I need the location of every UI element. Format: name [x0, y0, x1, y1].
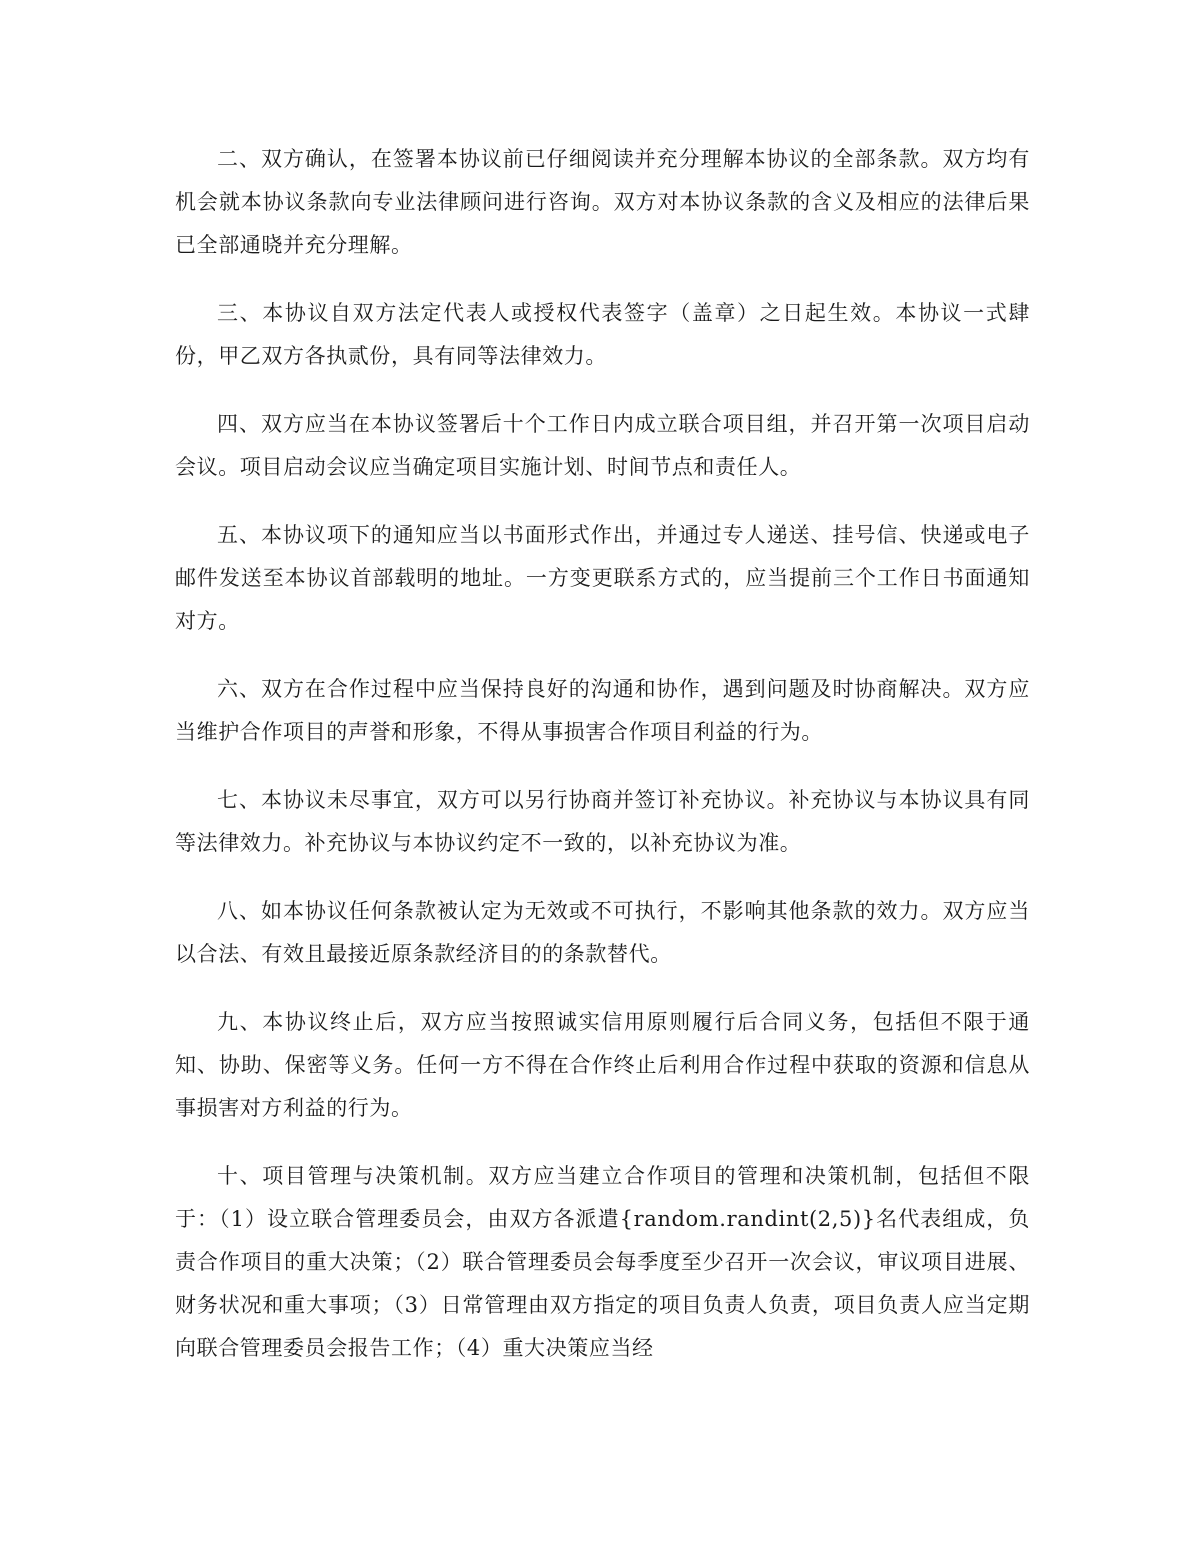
clause-4: 四、双方应当在本协议签署后十个工作日内成立联合项目组，并召开第一次项目启动会议。项目启动会议应当确定项目实施计划、时间节点和责任人。: [175, 412, 1030, 479]
clause-3: 三、本协议自双方法定代表人或授权代表签字（盖章）之日起生效。本协议一式肆份，甲乙双方各执贰份，具有同等法律效力。: [175, 301, 1030, 368]
clause-8: 八、如本协议任何条款被认定为无效或不可执行，不影响其他条款的效力。双方应当以合法、有效且最接近原条款经济目的的条款替代。: [175, 899, 1030, 966]
clause-7: 七、本协议未尽事宜，双方可以另行协商并签订补充协议。补充协议与本协议具有同等法律效力。补充协议与本协议约定不一致的，以补充协议为准。: [175, 788, 1030, 855]
document-body: [175, 138, 1030, 1370]
clause-6: 六、双方在合作过程中应当保持良好的沟通和协作，遇到问题及时协商解决。双方应当维护合作项目的声誉和形象，不得从事损害合作项目利益的行为。: [175, 677, 1030, 744]
clause-10: 十、项目管理与决策机制。双方应当建立合作项目的管理和决策机制，包括但不限于：（1）设立联合管理委员会，由双方各派遣{random.randint(2,5)}名代表组成，负责合作项目的重大决策；（2）联合管理委员会每季度至少召开一次会议，审议项目进展、财务状况和重大事项；（3）日常管理由双方指定的项目负责人负责，项目负责人应当定期向联合管理委员会报告工作；（4）重大决策应当经: [175, 1164, 1030, 1360]
clause-5: 五、本协议项下的通知应当以书面形式作出，并通过专人递送、挂号信、快递或电子邮件发送至本协议首部载明的地址。一方变更联系方式的，应当提前三个工作日书面通知对方。: [175, 523, 1030, 633]
clause-2: 二、双方确认，在签署本协议前已仔细阅读并充分理解本协议的全部条款。双方均有机会就本协议条款向专业法律顾问进行咨询。双方对本协议条款的含义及相应的法律后果已全部通晓并充分理解。: [175, 147, 1030, 257]
clause-9: 九、本协议终止后，双方应当按照诚实信用原则履行后合同义务，包括但不限于通知、协助、保密等义务。任何一方不得在合作终止后利用合作过程中获取的资源和信息从事损害对方利益的行为。: [175, 1010, 1030, 1120]
